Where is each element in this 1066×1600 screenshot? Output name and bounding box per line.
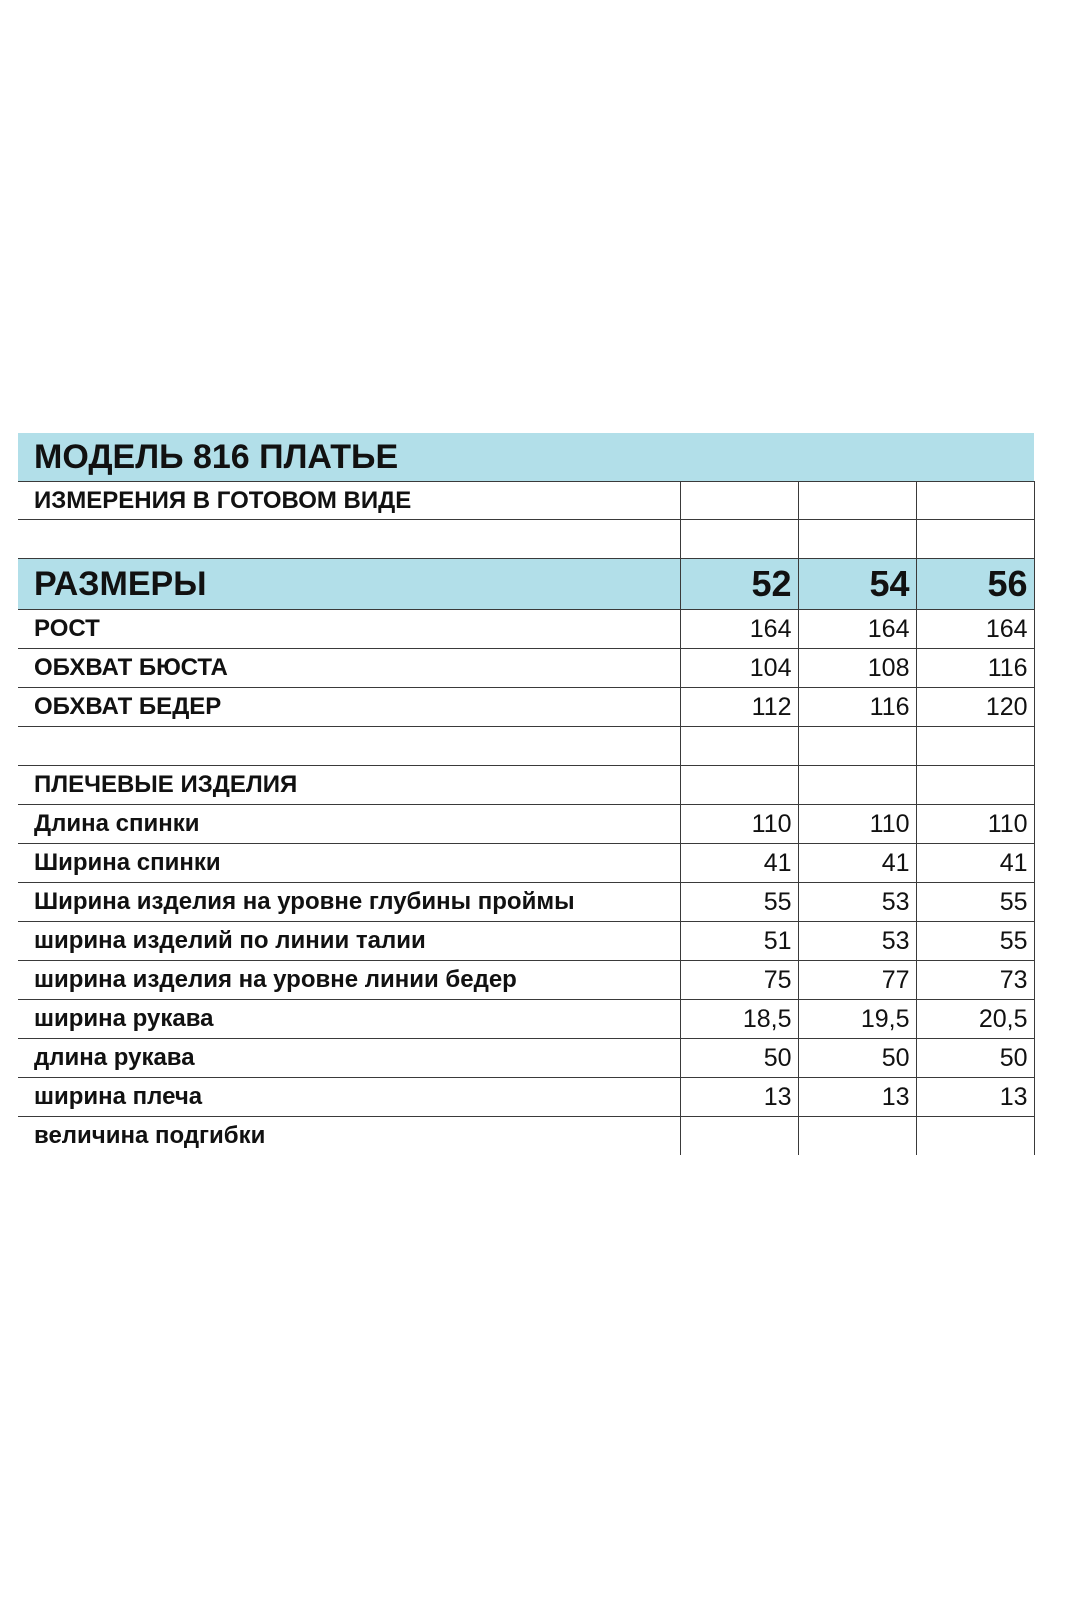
sizes-row	[18, 559, 1034, 610]
table-row	[18, 844, 1034, 883]
empty-cell	[916, 727, 1034, 766]
row-value: 18,5	[680, 1000, 798, 1039]
row-value: 50	[680, 1039, 798, 1078]
row-value: 50	[798, 1039, 916, 1078]
subtitle-row	[18, 482, 1034, 520]
row-value: 164	[916, 610, 1034, 649]
row-value: 77	[798, 961, 916, 1000]
row-value: 108	[798, 649, 916, 688]
empty-cell	[798, 766, 916, 805]
row-label: РОСТ	[18, 610, 680, 649]
row-value: 164	[680, 610, 798, 649]
empty-cell	[680, 482, 798, 520]
row-value	[916, 1117, 1034, 1156]
row-value: 164	[798, 610, 916, 649]
table-row	[18, 1039, 1034, 1078]
table-row	[18, 883, 1034, 922]
table-row	[18, 922, 1034, 961]
empty-cell	[916, 482, 1034, 520]
table-row	[18, 1078, 1034, 1117]
size-54: 54	[798, 559, 916, 610]
row-label: Ширина спинки	[18, 844, 680, 883]
empty-cell	[916, 766, 1034, 805]
row-value: 51	[680, 922, 798, 961]
row-value: 110	[916, 805, 1034, 844]
sizes-label: РАЗМЕРЫ	[18, 559, 680, 610]
spacer-row	[18, 520, 1034, 559]
row-label: ширина изделий по линии талии	[18, 922, 680, 961]
empty-cell	[916, 520, 1034, 559]
row-value: 112	[680, 688, 798, 727]
row-value: 53	[798, 922, 916, 961]
size-table	[18, 433, 1035, 1155]
empty-cell	[18, 520, 680, 559]
table-subtitle: ИЗМЕРЕНИЯ В ГОТОВОМ ВИДЕ	[18, 482, 680, 520]
row-value: 13	[798, 1078, 916, 1117]
table-row	[18, 649, 1034, 688]
row-value: 116	[798, 688, 916, 727]
empty-cell	[680, 727, 798, 766]
row-value: 50	[916, 1039, 1034, 1078]
row-value	[680, 1117, 798, 1156]
row-value: 73	[916, 961, 1034, 1000]
row-value: 55	[916, 922, 1034, 961]
table-row	[18, 1117, 1034, 1156]
row-value: 19,5	[798, 1000, 916, 1039]
row-label: ширина плеча	[18, 1078, 680, 1117]
empty-cell	[798, 727, 916, 766]
row-value: 53	[798, 883, 916, 922]
row-value: 13	[680, 1078, 798, 1117]
section-label: ПЛЕЧЕВЫЕ ИЗДЕЛИЯ	[18, 766, 680, 805]
row-value: 41	[680, 844, 798, 883]
title-row	[18, 433, 1034, 482]
table-row	[18, 961, 1034, 1000]
row-label: длина рукава	[18, 1039, 680, 1078]
empty-cell	[18, 727, 680, 766]
row-value: 116	[916, 649, 1034, 688]
row-value: 20,5	[916, 1000, 1034, 1039]
row-value: 110	[680, 805, 798, 844]
row-label: ОБХВАТ БЮСТА	[18, 649, 680, 688]
row-value: 55	[680, 883, 798, 922]
row-value: 55	[916, 883, 1034, 922]
row-label: ширина рукава	[18, 1000, 680, 1039]
row-value: 13	[916, 1078, 1034, 1117]
row-value: 104	[680, 649, 798, 688]
table-row	[18, 805, 1034, 844]
row-value: 41	[916, 844, 1034, 883]
size-chart	[18, 433, 1034, 1155]
size-56: 56	[916, 559, 1034, 610]
table-row	[18, 1000, 1034, 1039]
row-label: Ширина изделия на уровне глубины проймы	[18, 883, 680, 922]
table-title: МОДЕЛЬ 816 ПЛАТЬЕ	[18, 433, 1034, 482]
empty-cell	[680, 766, 798, 805]
row-label: ОБХВАТ БЕДЕР	[18, 688, 680, 727]
row-value: 41	[798, 844, 916, 883]
row-label: Длина спинки	[18, 805, 680, 844]
row-value: 120	[916, 688, 1034, 727]
spacer-row	[18, 727, 1034, 766]
empty-cell	[798, 482, 916, 520]
size-52: 52	[680, 559, 798, 610]
empty-cell	[680, 520, 798, 559]
row-value: 110	[798, 805, 916, 844]
section-row	[18, 766, 1034, 805]
row-value: 75	[680, 961, 798, 1000]
row-label: ширина изделия на уровне линии бедер	[18, 961, 680, 1000]
table-row	[18, 610, 1034, 649]
row-label: величина подгибки	[34, 1122, 266, 1149]
row-value	[798, 1117, 916, 1156]
empty-cell	[798, 520, 916, 559]
table-row	[18, 688, 1034, 727]
